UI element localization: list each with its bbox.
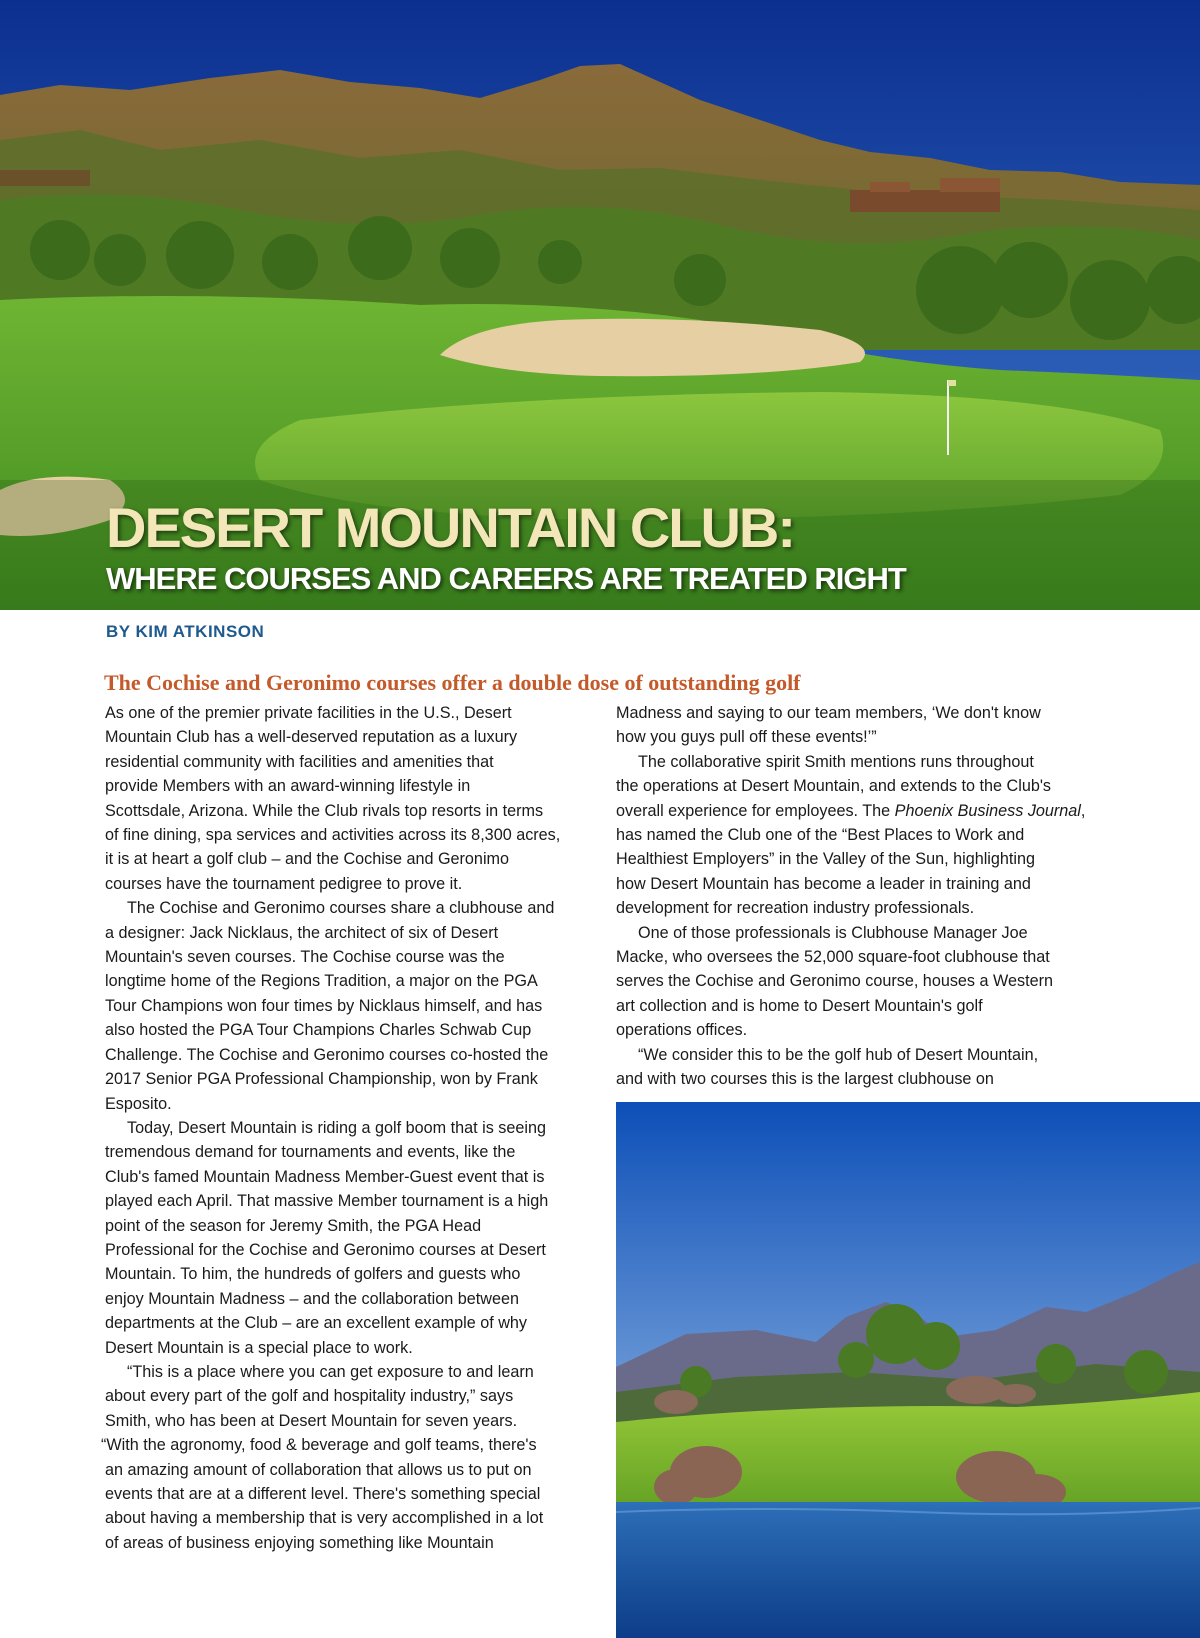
text-line: also hosted the PGA Tour Champions Charles Schwab Cup xyxy=(105,1021,532,1040)
text-line: events that are at a different level. There's something special xyxy=(105,1485,541,1503)
text-line: The collaborative spirit Smith mentions runs throughout xyxy=(638,752,1034,771)
text-line: “With the agronomy, food & beverage and golf teams, there's xyxy=(101,1436,537,1455)
text-line: One of those professionals is Clubhouse Manager Joe xyxy=(638,923,1028,942)
text-line: a designer: Jack Nicklaus, the architect of six of Desert xyxy=(105,923,499,942)
text-line: provide Members with an award-winning lifestyle in xyxy=(105,777,471,796)
text-line: Macke, who oversees the 52,000 square-foot clubhouse that xyxy=(616,948,1050,967)
text-line: Professional for the Cochise and Geronimo courses at Desert xyxy=(105,1240,546,1259)
text-line: Scottsdale, Arizona. While the Club rivals top resorts in terms xyxy=(105,801,544,820)
text-line: The Cochise and Geronimo courses share a clubhouse and xyxy=(127,899,555,918)
article-title: DESERT MOUNTAIN CLUB: xyxy=(106,496,795,559)
text-line: art collection and is home to Desert Mountain's golf xyxy=(616,996,983,1015)
text-line: about having a membership that is very accomplished in a lot xyxy=(105,1509,544,1528)
section-heading: The Cochise and Geronimo courses offer a double dose of outstanding golf xyxy=(104,670,801,695)
text-line: played each April. That massive Member tournament is a high xyxy=(105,1192,549,1211)
text-line: Club's famed Mountain Madness Member-Guest event that is xyxy=(105,1167,545,1186)
text-line: Mountain's seven courses. The Cochise course was the xyxy=(105,948,505,967)
text-line: how you guys pull off these events!’” xyxy=(616,728,877,747)
publication-name: Phoenix Business Journal xyxy=(894,801,1081,820)
text-line: Mountain. To him, the hundreds of golfers and guests who xyxy=(105,1265,521,1284)
text-line: it is at heart a golf club – and the Cochise and Geronimo xyxy=(105,850,510,869)
article-column-right xyxy=(616,701,1096,1092)
text-line: development for recreation industry professionals. xyxy=(616,899,975,918)
paragraph xyxy=(616,1043,1096,1092)
text-line: “This is a place where you can get exposure to and learn xyxy=(127,1362,534,1381)
text-line: Smith, who has been at Desert Mountain for seven years. xyxy=(105,1411,518,1430)
text-line: courses have the tournament pedigree to prove it. xyxy=(105,874,463,893)
text-line: the operations at Desert Mountain, and extends to the Club's xyxy=(616,777,1052,796)
text-line: of fine dining, spa services and activities across its 8,300 acres, xyxy=(105,826,561,845)
text-line: Challenge. The Cochise and Geronimo courses co-hosted the xyxy=(105,1045,549,1064)
paragraph xyxy=(616,921,1096,1043)
text-line: residential community with facilities and amenities that xyxy=(105,752,494,771)
text-line: and with two courses this is the largest clubhouse on xyxy=(616,1070,994,1089)
paragraph xyxy=(616,701,1096,750)
text-line: 2017 Senior PGA Professional Championship, won by Frank xyxy=(105,1070,538,1089)
paragraph xyxy=(105,1116,590,1360)
text-line: has named the Club one of the “Best Places to Work and xyxy=(616,826,1025,845)
text-line: how Desert Mountain has become a leader in training and xyxy=(616,874,1031,893)
text-line: Tour Champions won four times by Nicklaus himself, and has xyxy=(105,996,543,1015)
text-line: an amazing amount of collaboration that allows us to put on xyxy=(105,1460,532,1479)
text-line: of areas of business enjoying something like Mountain xyxy=(105,1533,494,1552)
text-segment: overall experience for employees. The xyxy=(616,801,895,820)
text-line: “We consider this to be the golf hub of Desert Mountain, xyxy=(638,1045,1039,1064)
text-line: tremendous demand for tournaments and events, like the xyxy=(105,1143,516,1162)
byline: BY KIM ATKINSON xyxy=(106,622,265,641)
paragraph xyxy=(616,750,1096,921)
text-line: Today, Desert Mountain is riding a golf boom that is seeing xyxy=(127,1118,546,1137)
article-subtitle: WHERE COURSES AND CAREERS ARE TREATED RIGHT xyxy=(106,561,906,596)
text-line: point of the season for Jeremy Smith, the PGA Head xyxy=(105,1216,482,1235)
paragraph xyxy=(101,1360,590,1555)
golf-course-lake-photo xyxy=(616,1102,1200,1638)
text-line: Mountain Club has a well-deserved reputation as a luxury xyxy=(105,728,518,747)
text-segment: , xyxy=(1080,801,1086,820)
text-line: Esposito. xyxy=(105,1094,172,1113)
paragraph xyxy=(105,701,590,896)
article-column-left xyxy=(101,701,590,1555)
text-line: Desert Mountain is a special place to work. xyxy=(105,1338,413,1357)
text-line: serves the Cochise and Geronimo course, houses a Western xyxy=(616,972,1053,991)
text-line: enjoy Mountain Madness – and the collaboration between xyxy=(105,1289,519,1308)
text-line xyxy=(594,799,1096,823)
text-line: about every part of the golf and hospitality industry,” says xyxy=(105,1387,514,1406)
lake-landscape-image xyxy=(616,1102,1200,1638)
paragraph xyxy=(105,896,590,1116)
text-line: longtime home of the Regions Tradition, a major on the PGA xyxy=(105,972,538,991)
text-line: operations offices. xyxy=(616,1021,748,1040)
text-line: As one of the premier private facilities in the U.S., Desert xyxy=(105,704,512,722)
text-line: Healthiest Employers” in the Valley of the Sun, highlighting xyxy=(616,850,1036,869)
text-line: departments at the Club – are an excellent example of why xyxy=(105,1314,528,1333)
text-line: Madness and saying to our team members, ‘We don't know xyxy=(616,704,1041,722)
